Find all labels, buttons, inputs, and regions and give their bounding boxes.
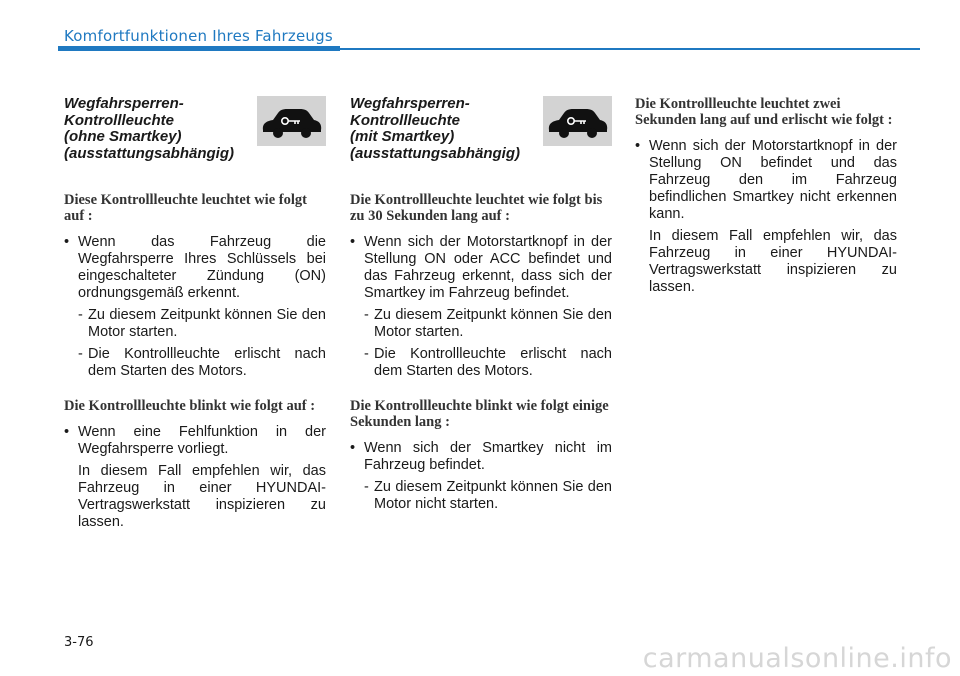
- dash-text: Zu diesem Zeitpunkt können Sie den Motor nicht starten.: [374, 479, 612, 512]
- title-line: (ohne Smartkey): [64, 128, 182, 145]
- indicator-title-block: [64, 96, 326, 192]
- section-heading: Die Kontrollleuchte leuchtet zwei Sekunden lang auf und erlischt wie folgt :: [635, 96, 893, 128]
- section-heading: Die Kontrollleuchte leuchtet wie folgt bis zu 30 Sekunden lang auf :: [350, 192, 603, 224]
- bullet-item: • Wenn sich der Motorstartknopf in der Stellung ON oder ACC befindet und das Fahrzeug erkennt, dass sich der Smartkey im Fahrzeug befindet.: [350, 234, 612, 302]
- bullet-item: • Wenn sich der Motorstartknopf in der Stellung ON befindet und das Fahrzeug den im Fahrzeug befindlichen Smartkey nicht erkennen kann.: [635, 138, 897, 223]
- dash-text: Zu diesem Zeitpunkt können Sie den Motor starten.: [88, 307, 326, 340]
- dash-text: Die Kontrollleuchte erlischt nach dem Starten des Motors.: [374, 346, 612, 379]
- header-accent-bar: [58, 46, 340, 51]
- dash-item: - Die Kontrollleuchte erlischt nach dem Starten des Motors.: [78, 346, 326, 379]
- car-key-indicator-icon: [257, 96, 326, 146]
- bullet-item: • Wenn eine Fehlfunktion in der Wegfahrsperre vorliegt.: [64, 424, 326, 458]
- title-line: (mit Smartkey): [350, 128, 455, 145]
- bullet-item: • Wenn sich der Smartkey nicht im Fahrzeug befindet.: [350, 440, 612, 474]
- title-line: (ausstattungsabhängig): [64, 144, 235, 162]
- dash-text: Die Kontrollleuchte erlischt nach dem Starten des Motors.: [88, 346, 326, 379]
- paragraph: In diesem Fall empfehlen wir, das Fahrzeug in einer HYUNDAI-Vertragswerkstatt inspizieren zu lassen.: [78, 463, 326, 530]
- dash-item: - Die Kontrollleuchte erlischt nach dem Starten des Motors.: [364, 346, 612, 379]
- section-title: Komfortfunktionen Ihres Fahrzeugs: [64, 27, 333, 45]
- title-line: Wegfahrsperren-: [64, 95, 184, 112]
- paragraph: In diesem Fall empfehlen wir, das Fahrzeug in einer HYUNDAI-Vertragswerkstatt inspizieren zu lassen.: [649, 228, 897, 295]
- watermark-text: carmanualsonline.info: [642, 643, 952, 674]
- column-immobilizer-without-smartkey: [64, 96, 326, 531]
- page-number: 3-76: [64, 635, 94, 650]
- dash-item: - Zu diesem Zeitpunkt können Sie den Motor nicht starten.: [364, 479, 612, 512]
- dash-item: - Zu diesem Zeitpunkt können Sie den Motor starten.: [78, 307, 326, 340]
- section-heading: Die Kontrollleuchte blinkt wie folgt einige Sekunden lang :: [350, 398, 609, 430]
- title-line: (ausstattungsabhängig): [350, 144, 521, 162]
- section-heading: Diese Kontrollleuchte leuchtet wie folgt auf :: [64, 192, 307, 224]
- indicator-title: [64, 96, 254, 162]
- indicator-title-block: [350, 96, 612, 192]
- dash-item: - Zu diesem Zeitpunkt können Sie den Motor starten.: [364, 307, 612, 340]
- car-key-indicator-icon: [543, 96, 612, 146]
- column-smartkey-not-detected: [635, 96, 897, 296]
- dash-text: Zu diesem Zeitpunkt können Sie den Motor starten.: [374, 307, 612, 340]
- title-line: Kontrollleuchte: [64, 111, 175, 129]
- section-heading: Die Kontrollleuchte blinkt wie folgt auf :: [64, 398, 316, 414]
- indicator-title: [350, 96, 540, 162]
- title-line: Kontrollleuchte: [350, 111, 461, 129]
- title-line: Wegfahrsperren-: [350, 95, 470, 112]
- header-rule: [340, 48, 920, 50]
- column-immobilizer-with-smartkey: [350, 96, 612, 513]
- bullet-item: • Wenn das Fahrzeug die Wegfahrsperre Ihres Schlüssels bei eingeschalteter Zündung (ON) ordnungsgemäß erkennt.: [64, 234, 326, 302]
